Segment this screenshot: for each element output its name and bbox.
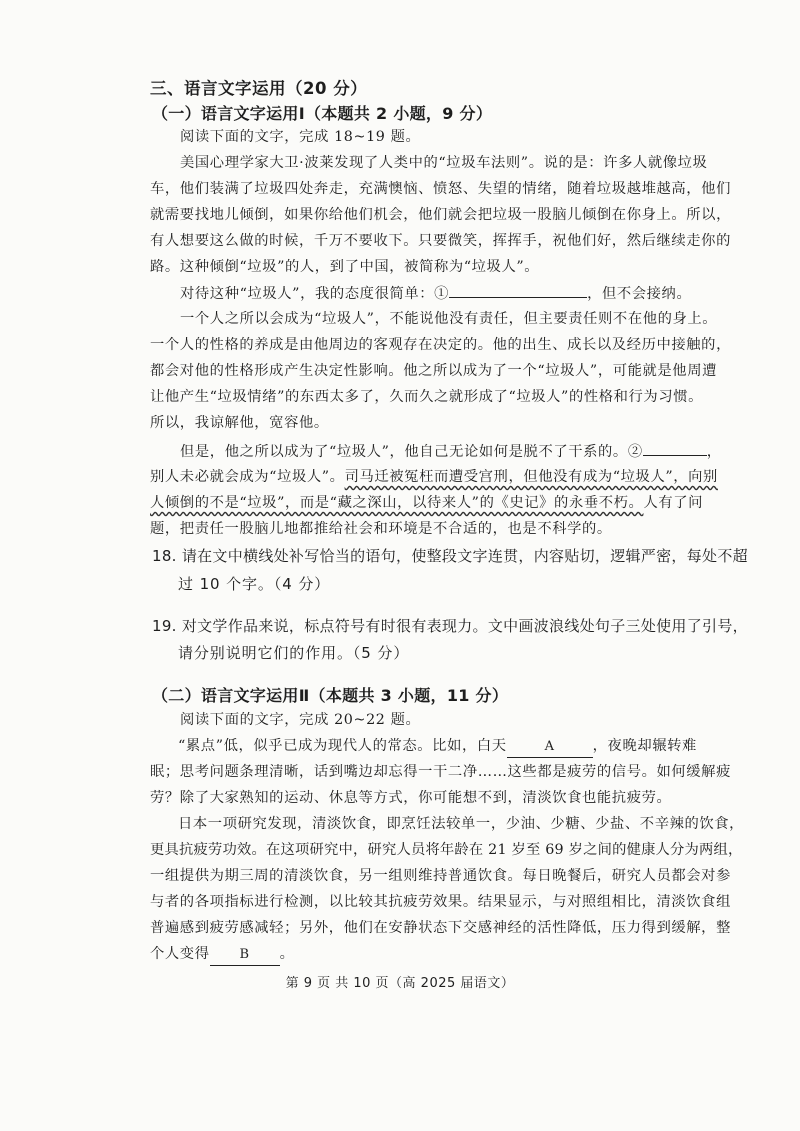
plain-text: 人有了问	[643, 495, 704, 511]
blank-a-suffix: ，夜晚却辗转难	[592, 738, 697, 754]
part2-title: （二）语言文字运用Ⅱ（本题共 3 小题，11 分）	[152, 686, 509, 705]
passage1-line: 就需要找地儿倾倒，如果你给他们机会，他们就会把垃圾一股脑儿倾倒在你身上。所以，	[150, 207, 731, 223]
answer-blank-a[interactable]: A	[507, 737, 593, 758]
passage2-line-blank-a	[178, 736, 697, 758]
passage1-line: 车，他们装满了垃圾四处奔走，充满懊恼、愤怒、失望的情绪，随着垃圾越堆越高，他们	[150, 181, 731, 197]
passage2-line: 更具抗疲劳功效。在这项研究中，研究人员将年龄在 21 岁至 69 岁之间的健康人分为两组，	[150, 842, 743, 858]
passage2-line-blank-b	[150, 944, 295, 966]
wavy-underlined-text: 人倾倒的不是“垃圾”，而是“藏之深山，以待来人”的《史记》的永垂不朽。	[150, 495, 644, 511]
passage2-line: 一组提供为期三周的清淡饮食，另一组则维持普通饮食。每日晚餐后，研究人员都会对参	[150, 868, 731, 884]
passage2-line: 日本一项研究发现，清淡饮食，即烹饪法较单一，少油、少糖、少盐、不辛辣的饮食，	[178, 816, 745, 832]
passage1-line-wavy	[150, 493, 703, 513]
blank-a-prefix: “累点”低，似乎已成为现代人的常态。比如，白天	[178, 738, 507, 754]
part1-instruction: 阅读下面的文字，完成 18~19 题。	[180, 129, 421, 145]
passage1-line: 有人想要这么做的时候，千万不要收下。只要微笑，挥挥手，祝他们好，然后继续走你的	[150, 233, 731, 249]
passage2-line: 劳？除了大家熟知的运动、休息等方式，你可能想不到，清淡饮食也能抗疲劳。	[150, 790, 672, 806]
passage1-line: 一个人的性格的养成是由他周边的客观存在决定的。他的出生、成长以及经历中接触的，	[150, 337, 731, 353]
question-18: 18. 请在文中横线处补写恰当的语句，使整段文字连贯，内容贴切，逻辑严密，每处不超	[152, 547, 748, 565]
blank1-suffix: ，但不会接纳。	[587, 286, 692, 302]
page-footer: 第 9 页 共 10 页（高 2025 届语文）	[285, 976, 515, 991]
answer-blank-1[interactable]	[449, 283, 587, 298]
section-title: 三、语言文字运用（20 分）	[150, 79, 368, 98]
question-19: 19. 对文学作品来说，标点符号有时很有表现力。文中画波浪线处句子三处使用了引号，	[152, 617, 748, 635]
blank-b-suffix: 。	[279, 946, 295, 962]
answer-blank-b[interactable]: B	[210, 945, 280, 966]
passage1-line: 让他产生“垃圾情绪”的东西太多了，久而久之就形成了“垃圾人”的性格和行为习惯。	[150, 389, 704, 405]
blank-b-prefix: 个人变得	[150, 946, 210, 962]
passage1-line-blank1	[180, 283, 691, 304]
passage1-line: 路。这种倾倒“垃圾”的人，到了中国，被简称为“垃圾人”。	[150, 259, 540, 275]
question-19-cont: 请分别说明它们的作用。（5 分）	[178, 644, 410, 662]
part1-title: （一）语言文字运用Ⅰ（本题共 2 小题，9 分）	[152, 104, 493, 123]
answer-blank-2[interactable]	[643, 441, 707, 456]
passage2-line: 眠；思考问题条理清晰，话到嘴边却忘得一干二净……这些都是疲劳的信号。如何缓解疲	[150, 764, 731, 780]
passage1-line: 都会对他的性格形成产生决定性影响。他之所以成为了一个“垃圾人”，可能就是他周遭	[150, 363, 717, 379]
passage1-line: 题，把责任一股脑儿地都推给社会和环境是不合适的，也是不科学的。	[150, 521, 612, 537]
plain-text: 别人未必就会成为“垃圾人”。	[150, 469, 345, 485]
passage2-line: 普遍感到疲劳感减轻；另外，他们在安静状态下交感神经的活性降低，压力得到缓解，整	[150, 920, 731, 936]
passage1-line: 美国心理学家大卫·波莱发现了人类中的“垃圾车法则”。说的是：许多人就像垃圾	[180, 155, 708, 171]
blank1-prefix: 对待这种“垃圾人”，我的态度很简单：①	[180, 286, 450, 302]
wavy-underlined-text: 司马迁被冤枉而遭受宫刑，但他没有成为“垃圾人”，向别	[344, 469, 718, 485]
passage1-line: 所以，我谅解他，宽容他。	[150, 415, 329, 431]
blank2-suffix: ，	[706, 444, 722, 460]
question-18-cont: 过 10 个字。（4 分）	[178, 575, 331, 593]
blank2-prefix: 但是，他之所以成为了“垃圾人”，他自己无论如何是脱不了干系的。②	[180, 444, 643, 460]
passage1-line: 一个人之所以会成为“垃圾人”，不能说他没有责任，但主要责任则不在他的身上。	[180, 311, 718, 327]
passage1-line-wavy	[150, 467, 718, 487]
part2-instruction: 阅读下面的文字，完成 20~22 题。	[180, 712, 421, 728]
passage1-line-blank2	[180, 441, 722, 462]
passage2-line: 与者的各项指标进行检测，以比较其抗疲劳效果。结果显示，与对照组相比，清淡饮食组	[150, 894, 731, 910]
